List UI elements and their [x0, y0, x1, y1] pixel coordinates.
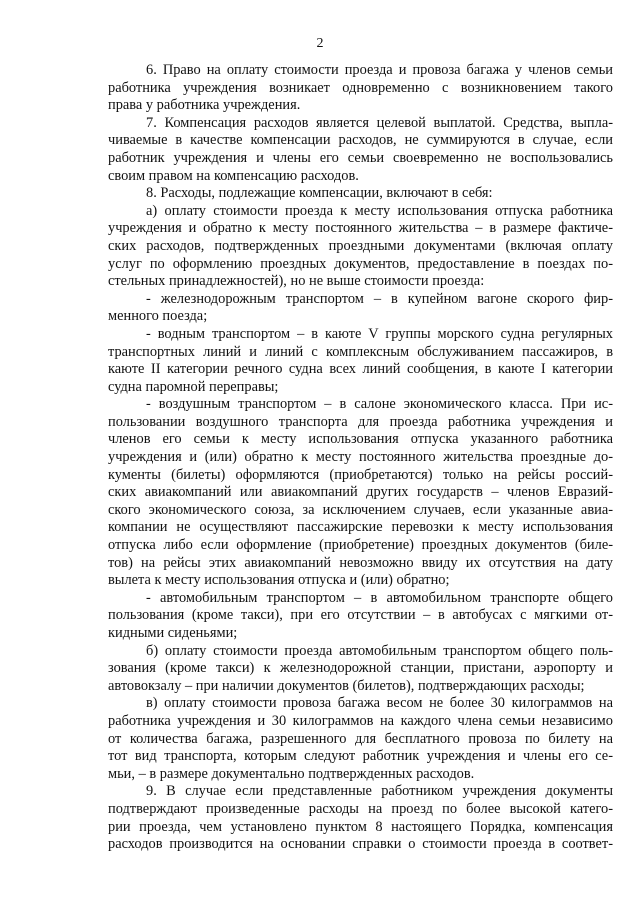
text-line: автовокзалу – при наличии документов (билетов), подтверждающих расходы;: [108, 677, 585, 694]
text-line: каюте II категории речного судна всех линий сообщения, в каюте I категории: [108, 361, 613, 378]
text-line: 6. Право на оплату стоимости проезда и провоза багажа у членов семьи: [146, 62, 613, 78]
text-line: мьи, – в размере документально подтвержденных расходов.: [108, 765, 475, 782]
text-line: кументы (билеты) оформляются (приобретаются) только на рейсы россий-: [108, 466, 613, 483]
text-line: работника учреждения и 30 килограммов на каждого члена семьи независимо: [108, 712, 613, 729]
text-line: пользовании воздушного транспорта для проезда работника учреждения и: [108, 413, 613, 430]
text-line: тот вид транспорта, которым следуют работник учреждения и члены его се-: [108, 748, 613, 765]
text-line: учреждения и обратно к месту постоянного жительства – в размере фактиче-: [108, 220, 613, 237]
text-line: ских расходов, подтвержденных проездными документами (включая оплату: [108, 237, 613, 254]
text-line: учреждения и (или) обратно к месту постоянного жительства проездные до-: [108, 449, 613, 466]
text-line: отпуска либо если оформление (приобретение) проездных документов (биле-: [108, 537, 613, 554]
text-line: рии проезда, чем установлено пунктом 8 настоящего Порядка, компенсация: [108, 818, 613, 835]
text-line: - водным транспортом – в каюте V группы морского судна регулярных: [146, 325, 613, 342]
text-line: - воздушным транспортом – в салоне экономического класса. При ис-: [146, 396, 613, 413]
text-line: от количества багажа, разрешенного для бесплатного провоза по билету на: [108, 730, 613, 747]
text-line: б) оплату стоимости проезда автомобильным транспортом общего поль-: [146, 642, 613, 659]
text-line: 7. Компенсация расходов является целевой выплатой. Средства, выпла-: [146, 114, 613, 131]
text-line: кидными сиденьями;: [108, 625, 238, 641]
text-line: членов его семьи к месту использования отпуска указанного работника: [108, 431, 613, 448]
text-line: работник учреждения и члены его семьи своевременно не воспользовались: [108, 149, 613, 166]
text-line: услуг по оформлению проездных документов, предоставление в поездах по-: [108, 255, 613, 272]
text-line: работника учреждения возникает одновременно с возникновением такого: [108, 79, 613, 96]
text-line: 9. В случае если представленные работником учреждения документы: [146, 783, 613, 800]
text-line: вылета к месту использования отпуска и (или) обратно;: [108, 572, 450, 589]
text-line: менного поезда;: [108, 308, 208, 325]
text-line: стельных принадлежностей), но не выше стоимости проезда:: [108, 273, 485, 290]
text-line: транспортных линий и линий с комплексным обслуживанием пассажиров, в: [108, 343, 613, 360]
text-line: судна паромной переправы;: [108, 378, 279, 395]
text-line: расходов производится на основании справки о стоимости проезда в соответ-: [108, 836, 613, 853]
text-line: чиваемые в качестве компенсации расходов, не суммируются в случае, если: [108, 132, 613, 149]
text-line: компании не осуществляют пассажирские перевозки к месту использования: [108, 519, 613, 536]
text-line: в) оплату стоимости провоза багажа весом не более 30 килограммов на: [146, 695, 613, 712]
text-line: права у работника учреждения.: [108, 97, 301, 114]
text-line: а) оплату стоимости проезда к месту использования отпуска работника: [146, 202, 613, 219]
text-line: зования (кроме такси) к железнодорожной станции, пристани, аэропорту и: [108, 660, 613, 677]
text-line: - автомобильным транспортом – в автомобильном транспорте общего: [146, 589, 613, 606]
document-body: [108, 62, 613, 854]
text-line: - железнодорожным транспортом – в купейном вагоне скорого фир-: [146, 290, 613, 307]
page-number: 2: [316, 36, 324, 51]
text-line: ских авиакомпаний или авиакомпаний других государств – членов Евразий-: [108, 484, 613, 501]
text-line: 8. Расходы, подлежащие компенсации, включают в себя:: [146, 185, 493, 202]
text-line: своим правом на компенсацию расходов.: [108, 167, 359, 184]
text-line: пользования (кроме такси), при его отсутствии – в автобусах с мягкими от-: [108, 607, 613, 624]
text-line: ского экономического союза, за исключением случаев, если указанные авиа-: [108, 501, 613, 518]
text-line: тов) на рейсы этих авиакомпаний невозможно ввиду их отсутствия на дату: [108, 554, 613, 571]
text-line: подтверждают произведенные расходы на проезд по более высокой катего-: [108, 800, 613, 817]
